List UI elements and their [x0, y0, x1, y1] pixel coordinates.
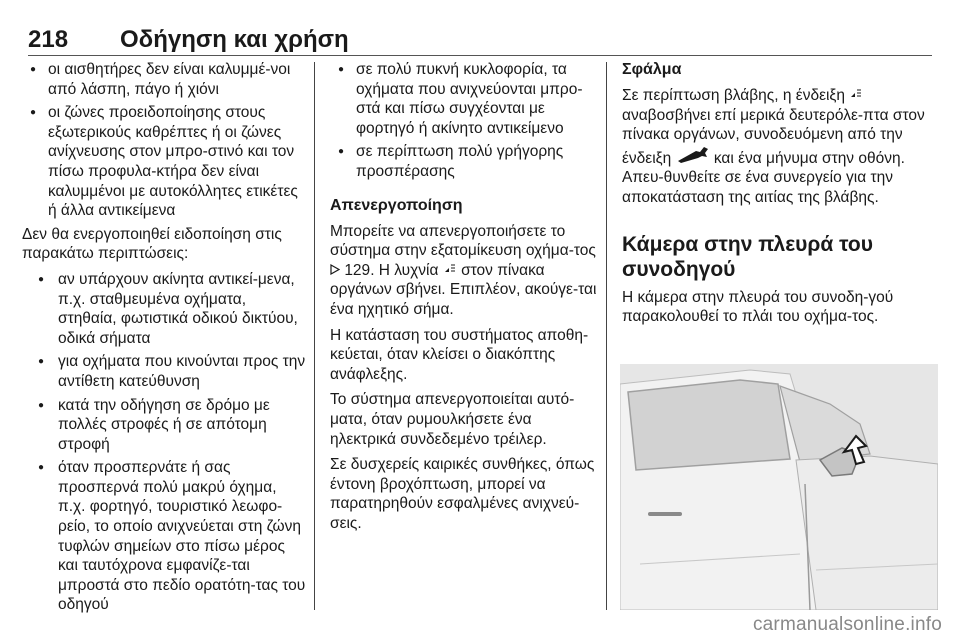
header-rule [28, 55, 932, 56]
bullet-list-no-alert [22, 270, 308, 615]
page-reference[interactable]: 129 [344, 261, 371, 279]
list-item: ● σε περίπτωση πολύ γρήγορης προσπέρασης [330, 142, 600, 181]
page-header [28, 26, 932, 54]
heading-deactivation: Απενεργοποίηση [330, 196, 463, 214]
bullet-list-false-detection [330, 60, 600, 182]
paragraph-trailer: Το σύστημα απενεργοποιείται αυτό-ματα, όταν ρυμουλκήσετε ένα ηλεκτρικά συνδεδεμένο τρέιλερ. [330, 391, 575, 448]
list-item: ● κατά την οδήγηση σε δρόμο με πολλές στροφές ή σε απότομη στροφή [22, 396, 308, 455]
list-item: ● οι αισθητήρες δεν είναι καλυμμέ-νοι από λάσπη, πάγο ή χιόνι [22, 60, 308, 99]
column-1 [22, 60, 308, 619]
paragraph-fault: Σε περίπτωση βλάβης, η ένδειξη αναβοσβήνει επί μερικά δευτερόλε-πτα στον πίνακα οργάνων, συνοδευόμενη από την ένδειξη και ένα μήνυμα στην οθόνη. Απευ-θυνθείτε σε ένα συνεργείο για την αποκατάσταση της αιτίας της βλάβης. [622, 87, 925, 206]
side-blind-spot-lamp-icon [849, 86, 863, 106]
page-reference-arrow-icon [330, 261, 340, 281]
paragraph-intro: Δεν θα ενεργοποιηθεί ειδοποίηση στις παρακάτω περιπτώσεις: [22, 225, 282, 263]
watermark: carmanualsonline.info [752, 614, 942, 635]
list-item: ● όταν προσπερνάτε ή σας προσπερνά πολύ μακρύ όχημα, π.χ. φορτηγό, τουριστικό λεωφο-ρείο, το οποίο ανιχνεύεται στη ζώνη τυφλών σημείων στο πίσω μέρος και ταυτόχρονα εμφανίζε-ται μπροστά στο πεδίο ορατότη-τας του οδηγού [22, 458, 308, 615]
list-item: ● οι ζώνες προειδοποίησης στους εξωτερικούς καθρέπτες ή οι ζώνες ανίχνευσης στον μπρο-στινό και τον πίσω προφυλα-κτήρα δεν είναι καλυμμένοι με αυτοκόλλητες ετικέτες ή άλλα αντικείμενα [22, 103, 308, 221]
section-title-passenger-camera: Κάμερα στην πλευρά του συνοδηγού [622, 232, 873, 281]
paragraph-deactivation: Μπορείτε να απενεργοποιήσετε το σύστημα στην εξατομίκευση οχήμα-τος 129. Η λυχνία στον πίνακα οργάνων σβήνει. Επιπλέον, ακούγε-ται ένα ηχητικό σήμα. [330, 222, 597, 318]
car-side-camera-illustration [620, 364, 938, 610]
list-item: ● σε πολύ πυκνή κυκλοφορία, τα οχήματα που ανιχνεύονται μπρο-στά και πίσω συγχέονται με φορτηγό ή ακίνητο αντικείμενο [330, 60, 600, 138]
column-3 [622, 60, 942, 333]
heading-fault: Σφάλμα [622, 61, 682, 78]
page-number: 218 [28, 26, 69, 53]
side-blind-spot-lamp-icon [443, 261, 457, 281]
wrench-icon [676, 145, 710, 169]
column-divider [606, 62, 607, 610]
paragraph-status-saved: Η κατάσταση του συστήματος αποθη-κεύεται, όταν κλείσει ο διακόπτης ανάφλεξης. [330, 326, 589, 383]
column-2 [330, 60, 600, 539]
paragraph-weather: Σε δυσχερείς καιρικές συνθήκες, όπως έντονη βροχόπτωση, μπορεί να παρατηρηθούν εσφαλμένες ανιχνεύ-σεις. [330, 456, 595, 532]
page-section-title: Οδήγηση και χρήση [120, 26, 349, 53]
bullet-list-conditions [22, 60, 308, 221]
list-item: ● για οχήματα που κινούνται προς την αντίθετη κατεύθυνση [22, 352, 308, 391]
list-item: ● αν υπάρχουν ακίνητα αντικεί-μενα, π.χ. σταθμευμένα οχήματα, στηθαία, φωτιστικά οδικού δικτύου, οδικά σήματα [22, 270, 308, 348]
column-divider [314, 62, 315, 610]
paragraph-passenger-camera: Η κάμερα στην πλευρά του συνοδη-γού παρακολουθεί το πλάι του οχήμα-τος. [622, 288, 894, 326]
